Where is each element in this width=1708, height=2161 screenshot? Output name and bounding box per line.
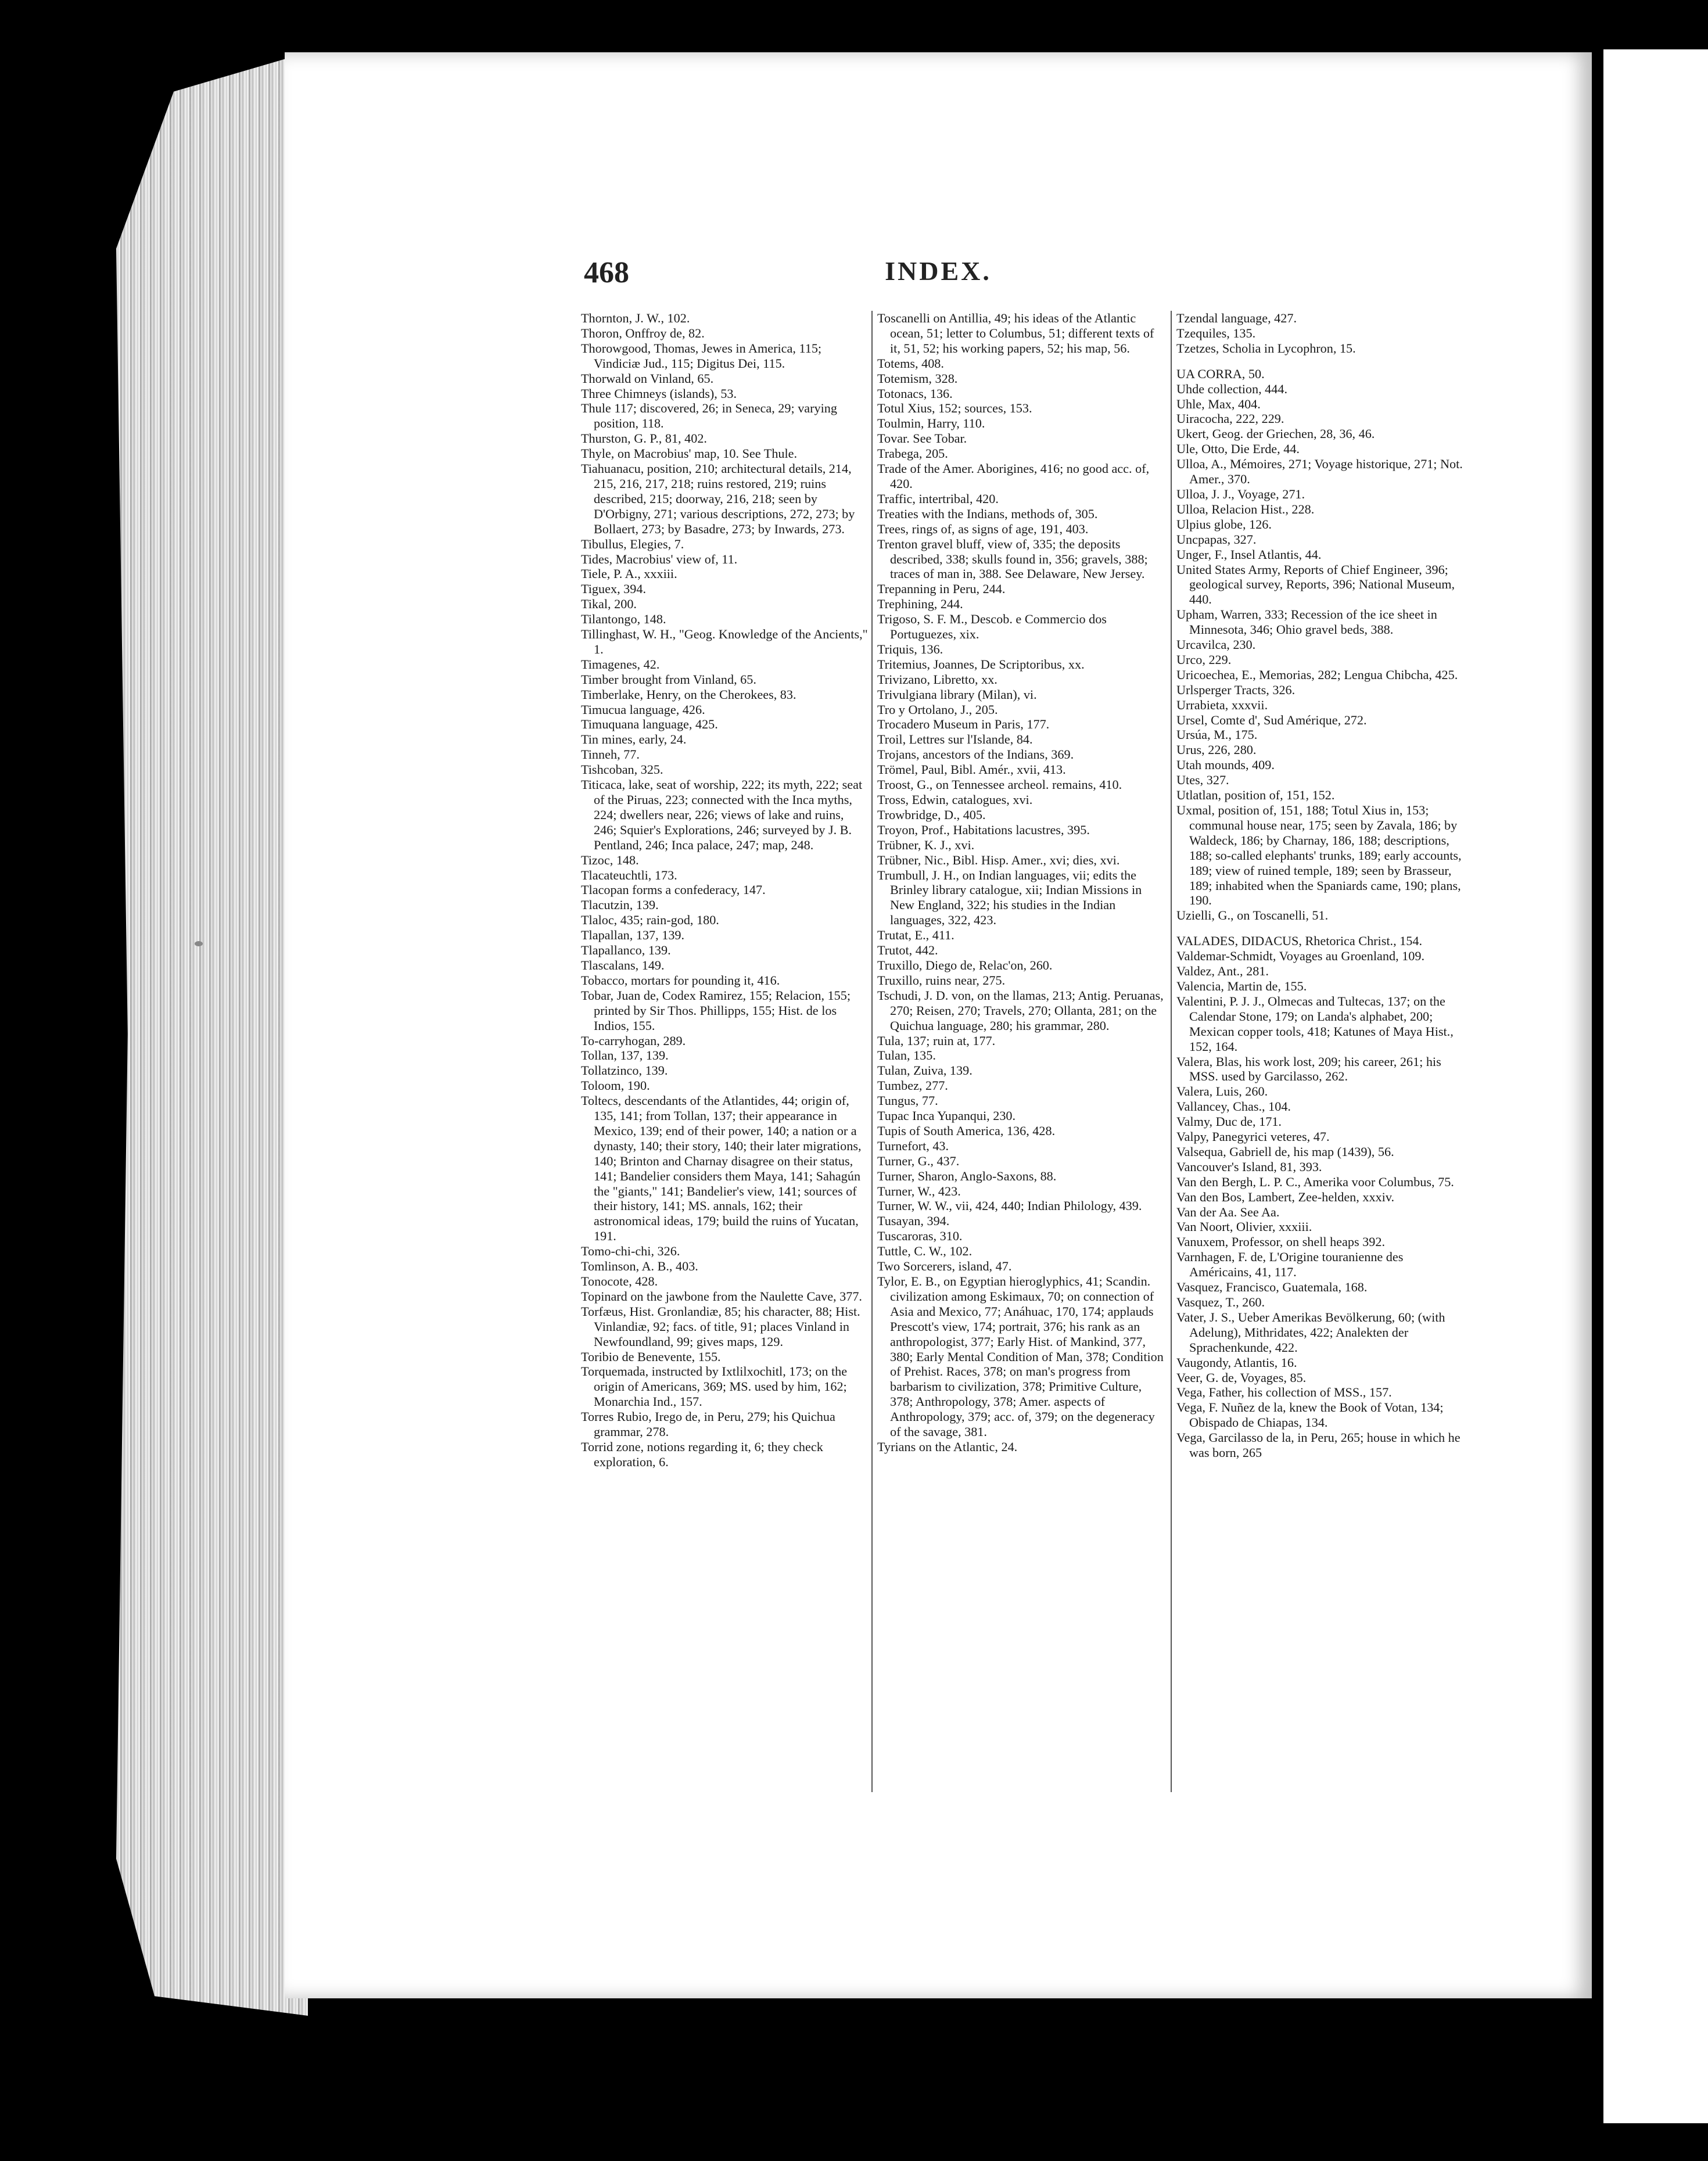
index-entry: Van den Bos, Lambert, Zee-helden, xxxiv. bbox=[1176, 1189, 1395, 1204]
index-entry: Uricoechea, E., Memorias, 282; Lengua Chibcha, 425. bbox=[1176, 667, 1458, 682]
index-entry: Urlsperger Tracts, 326. bbox=[1176, 682, 1296, 697]
index-entry: Trepanning in Peru, 244. bbox=[877, 581, 1006, 597]
index-entry: Toribio de Benevente, 155. bbox=[581, 1349, 721, 1364]
index-entry: Troost, G., on Tennessee archeol. remains, 410. bbox=[877, 777, 1122, 792]
book-page-edges bbox=[116, 52, 308, 2016]
index-entry: Torrid zone, notions regarding it, 6; they check exploration, 6. bbox=[581, 1439, 823, 1469]
index-entry: Three Chimneys (islands), 53. bbox=[581, 386, 737, 401]
index-entry: Titicaca, lake, seat of worship, 222; its myth, 222; seat of the Piruas, 223; connected with the Inca myths, 224; dwellers near, 226; views of lake and ruins, 246; Squier's Explorations, 246; surveyed by J. B. Pentland, 246; Inca palace, 247; map, 248. bbox=[581, 777, 863, 852]
index-entry: Tross, Edwin, catalogues, xvi. bbox=[877, 792, 1033, 807]
index-entry: Tonocote, 428. bbox=[581, 1274, 658, 1288]
column-divider bbox=[871, 311, 873, 1792]
index-entry: Tulan, 135. bbox=[877, 1048, 936, 1063]
index-entry: Triquis, 136. bbox=[877, 641, 943, 656]
index-entry: Toulmin, Harry, 110. bbox=[877, 416, 985, 431]
index-entry: VALADES, DIDACUS, Rhetorica Christ., 154. bbox=[1176, 934, 1422, 949]
index-entry: Tzetzes, Scholia in Lycophron, 15. bbox=[1176, 340, 1356, 356]
index-entry: Tlascalans, 149. bbox=[581, 957, 665, 972]
index-entry: Tzendal language, 427. bbox=[1176, 311, 1297, 325]
index-entry: Tulan, Zuiva, 139. bbox=[877, 1063, 973, 1078]
index-column-1 bbox=[581, 311, 869, 1804]
index-entry: Thule 117; discovered, 26; in Seneca, 29; varying position, 118. bbox=[581, 401, 837, 431]
index-entry: Tiahuanacu, position, 210; architectural details, 214, 215, 216, 217, 218; ruins restored, 219; ruins described, 215; doorway, 216, 218; seen by D'Orbigny, 271; various descriptions, 272, 273; by Bollaert, 273; by Basadre, 273; by Inwards, 273. bbox=[581, 461, 855, 536]
index-entry: Tobacco, mortars for pounding it, 416. bbox=[581, 972, 780, 988]
index-entry: Urcavilca, 230. bbox=[1176, 637, 1256, 652]
index-entry: Trivizano, Libretto, xx. bbox=[877, 672, 997, 687]
index-entry: Tzequiles, 135. bbox=[1176, 325, 1256, 340]
index-entry: Vasquez, Francisco, Guatemala, 168. bbox=[1176, 1280, 1368, 1295]
index-entry: Uzielli, G., on Toscanelli, 51. bbox=[1176, 908, 1329, 923]
index-entry: Tupis of South America, 136, 428. bbox=[877, 1123, 1056, 1138]
index-entry: Tula, 137; ruin at, 177. bbox=[877, 1033, 996, 1048]
page-number: 468 bbox=[584, 256, 629, 289]
index-entry: Tlapallan, 137, 139. bbox=[581, 928, 685, 943]
index-entry: Tollan, 137, 139. bbox=[581, 1048, 669, 1063]
index-entry: Trabega, 205. bbox=[877, 446, 948, 461]
index-entry: Timuquana language, 425. bbox=[581, 717, 718, 732]
index-entry: Vasquez, T., 260. bbox=[1176, 1295, 1265, 1309]
index-entry: Tides, Macrobius' view of, 11. bbox=[581, 551, 738, 566]
index-entry: Valdez, Ant., 281. bbox=[1176, 964, 1269, 979]
index-entry: Tupac Inca Yupanqui, 230. bbox=[877, 1108, 1016, 1123]
index-entry: Ulloa, J. J., Voyage, 271. bbox=[1176, 486, 1305, 501]
index-entry: Trojans, ancestors of the Indians, 369. bbox=[877, 747, 1074, 762]
index-column-2 bbox=[877, 311, 1165, 1804]
index-entry: Tro y Ortolano, J., 205. bbox=[877, 702, 998, 717]
index-entry: Valencia, Martin de, 155. bbox=[1176, 978, 1307, 993]
index-entry: Ursúa, M., 175. bbox=[1176, 727, 1258, 742]
index-entry: Tuscaroras, 310. bbox=[877, 1229, 963, 1244]
index-entry: Urco, 229. bbox=[1176, 652, 1232, 667]
index-entry: Ursel, Comte d', Sud Amérique, 272. bbox=[1176, 712, 1367, 727]
index-entry: Ulpius globe, 126. bbox=[1176, 516, 1272, 532]
index-entry: Turner, W., 423. bbox=[877, 1183, 961, 1198]
index-entry: Tuttle, C. W., 102. bbox=[877, 1244, 973, 1259]
index-entry: United States Army, Reports of Chief Engineer, 396; geological survey, Reports, 396; National Museum, 440. bbox=[1176, 562, 1455, 607]
index-entry: Tungus, 77. bbox=[877, 1093, 938, 1108]
index-entry: Tlaloc, 435; rain-god, 180. bbox=[581, 913, 719, 928]
index-entry: Tlacateuchtli, 173. bbox=[581, 867, 677, 882]
index-entry: Trömel, Paul, Bibl. Amér., xvii, 413. bbox=[877, 762, 1066, 777]
index-entry: Trutot, 442. bbox=[877, 943, 938, 958]
index-entry: Toscanelli on Antillia, 49; his ideas of the Atlantic ocean, 51; letter to Columbus, 51; different texts of it, 51, 52; his working papers, 52; his map, 56. bbox=[877, 311, 1154, 356]
index-entry: Tylor, E. B., on Egyptian hieroglyphics, 41; Scandin. civilization among Eskimaux, 70; on connection of Asia and Mexico, 77; Anáhuac, 170, 174; applauds Prescott's view, 174; portrait, 376; his rank as an anthropologist, 377; Early Hist. of Mankind, 377, 380; Early Mental Condition of Man, 378; Condition of Prehist. Races, 378; on man's progress from barbarism to civilization, 378; Primitive Culture, 378; Anthropology, 378; Amer. aspects of Anthropology, 379; acc. of, 379; on the degeneracy of the savage, 381. bbox=[877, 1274, 1164, 1440]
index-entry: Timberlake, Henry, on the Cherokees, 83. bbox=[581, 687, 796, 702]
index-entry: Trübner, K. J., xvi. bbox=[877, 837, 975, 852]
index-entry: Van den Bergh, L. P. C., Amerika voor Columbus, 75. bbox=[1176, 1174, 1454, 1189]
index-entry: Vanuxem, Professor, on shell heaps 392. bbox=[1176, 1234, 1385, 1250]
index-entry: Totul Xius, 152; sources, 153. bbox=[877, 401, 1032, 416]
index-entry: Valera, Blas, his work lost, 209; his career, 261; his MSS. used by Garcilasso, 262. bbox=[1176, 1054, 1441, 1084]
index-entry: Tillinghast, W. H., "Geog. Knowledge of the Ancients," 1. bbox=[581, 627, 868, 656]
index-entry: Trocadero Museum in Paris, 177. bbox=[877, 717, 1050, 732]
index-entry: Trade of the Amer. Aborigines, 416; no good acc. of, 420. bbox=[877, 461, 1150, 491]
index-entry: Tlapallanco, 139. bbox=[581, 943, 671, 958]
index-entry: Valdemar-Schmidt, Voyages au Groenland, 109. bbox=[1176, 949, 1424, 964]
index-entry: Trees, rings of, as signs of age, 191, 403. bbox=[877, 521, 1089, 536]
index-entry: Treaties with the Indians, methods of, 305. bbox=[877, 506, 1098, 521]
index-entry: Trivulgiana library (Milan), vi. bbox=[877, 687, 1037, 702]
index-entry: Tlacutzin, 139. bbox=[581, 898, 659, 913]
index-entry: Toloom, 190. bbox=[581, 1078, 650, 1093]
index-entry: Tizoc, 148. bbox=[581, 852, 639, 867]
index-entry: Varnhagen, F. de, L'Origine touranienne des Américains, 41, 117. bbox=[1176, 1250, 1404, 1280]
index-entry: Uhle, Max, 404. bbox=[1176, 396, 1261, 411]
index-entry: Trephining, 244. bbox=[877, 597, 963, 612]
index-entry: Thyle, on Macrobius' map, 10. See Thule. bbox=[581, 446, 798, 461]
index-entry: Tinneh, 77. bbox=[581, 747, 640, 762]
index-entry: Trutat, E., 411. bbox=[877, 928, 955, 943]
index-entry: Truxillo, Diego de, Relac'on, 260. bbox=[877, 957, 1053, 972]
index-entry: Thorwald on Vinland, 65. bbox=[581, 371, 714, 386]
index-entry: Turnefort, 43. bbox=[877, 1138, 949, 1153]
index-entry: Valentini, P. J. J., Olmecas and Tultecas, 137; on the Calendar Stone, 179; on Landa's alphabet, 200; Mexican copper tools, 418; Katunes of Maya Hist., 152, 164. bbox=[1176, 993, 1454, 1054]
index-entry: Valmy, Duc de, 171. bbox=[1176, 1114, 1282, 1129]
index-entry: Valera, Luis, 260. bbox=[1176, 1084, 1268, 1099]
index-entry: Turner, Sharon, Anglo-Saxons, 88. bbox=[877, 1168, 1057, 1183]
index-entry: Trowbridge, D., 405. bbox=[877, 807, 986, 822]
dust-speck bbox=[195, 941, 203, 946]
index-entry: Upham, Warren, 333; Recession of the ice sheet in Minnesota, 346; Ohio gravel beds, 388. bbox=[1176, 607, 1437, 637]
index-entry: Utlatlan, position of, 151, 152. bbox=[1176, 788, 1335, 803]
index-entry: Tobar, Juan de, Codex Ramirez, 155; Relacion, 155; printed by Sir Thos. Phillipps, 155; Hist. de los Indios, 155. bbox=[581, 988, 851, 1033]
index-entry: Tovar. See Tobar. bbox=[877, 431, 967, 446]
index-entry: Vega, Garcilasso de la, in Peru, 265; house in which he was born, 265 bbox=[1176, 1430, 1461, 1460]
index-entry: Tomlinson, A. B., 403. bbox=[581, 1259, 698, 1274]
index-entry: Totems, 408. bbox=[877, 356, 944, 371]
index-entry: Two Sorcerers, island, 47. bbox=[877, 1259, 1012, 1274]
index-entry: Tyrians on the Atlantic, 24. bbox=[877, 1439, 1018, 1454]
index-entry: Vega, Father, his collection of MSS., 157. bbox=[1176, 1385, 1392, 1400]
index-entry: Totonacs, 136. bbox=[877, 386, 953, 401]
facing-page-edge bbox=[1603, 49, 1708, 2123]
index-entry: Utah mounds, 409. bbox=[1176, 758, 1275, 773]
index-entry: Totemism, 328. bbox=[877, 371, 958, 386]
index-entry: Tiguex, 394. bbox=[581, 581, 646, 597]
index-entry: Torres Rubio, Irego de, in Peru, 279; his Quichua grammar, 278. bbox=[581, 1409, 835, 1440]
index-entry: Toltecs, descendants of the Atlantides, 44; origin of, 135, 141; from Tollan, 137; their appearance in Mexico, 139; end of their power, 140; a nation or a dynasty, 140; their story, 140; their later migrations, 140; Brinton and Charnay disagree on their status, 141; Bandelier considers them Maya, 141; Sahagún the "giants," 141; Bandelier's view, 141; sources of their history, 141; MS. annals, 162; their astronomical ideas, 179; build the ruins of Yucatan, 191. bbox=[581, 1093, 862, 1244]
index-entry: Trumbull, J. H., on Indian languages, vii; edits the Brinley library catalogue, xii; Indian Missions in New England, 322; his studies in the Indian languages, 322, 423. bbox=[877, 867, 1142, 928]
page-header bbox=[285, 256, 1592, 296]
running-title: INDEX. bbox=[885, 256, 992, 286]
index-entry: Ulloa, Relacion Hist., 228. bbox=[1176, 501, 1315, 516]
index-entry: Veer, G. de, Voyages, 85. bbox=[1176, 1370, 1307, 1385]
index-entry: Torfæus, Hist. Gronlandiæ, 85; his character, 88; Hist. Vinlandiæ, 92; facs. of title, 91; places Vinland in Newfoundland, 99; gives maps, 129. bbox=[581, 1304, 860, 1349]
index-entry: Trübner, Nic., Bibl. Hisp. Amer., xvi; dies, xvi. bbox=[877, 852, 1120, 867]
index-entry: Turner, W. W., vii, 424, 440; Indian Philology, 439. bbox=[877, 1198, 1142, 1214]
index-entry: Tusayan, 394. bbox=[877, 1214, 950, 1229]
index-entry: Uxmal, position of, 151, 188; Totul Xius in, 153; communal house near, 175; seen by Zavala, 186; by Waldeck, 186; by Charnay, 186, 188; descriptions, 188; so-called elephants' trunks, 189; early accounts, 189; view of ruined temple, 189; seen by Brasseur, 189; inhabited when the Spaniards came, 190; plans, 190. bbox=[1176, 803, 1462, 908]
index-entry: Uhde collection, 444. bbox=[1176, 381, 1288, 396]
index-entry: Ule, Otto, Die Erde, 44. bbox=[1176, 441, 1300, 457]
index-entry: Trenton gravel bluff, view of, 335; the deposits described, 338; skulls found in, 356; gravels, 388; traces of man in, 388. See Delaware, New Jersey. bbox=[877, 536, 1148, 581]
book-page bbox=[285, 52, 1592, 1998]
index-entry: Tilantongo, 148. bbox=[581, 612, 666, 627]
index-entry: Topinard on the jawbone from the Naulette Cave, 377. bbox=[581, 1288, 862, 1304]
index-entry: Tritemius, Joannes, De Scriptoribus, xx. bbox=[877, 656, 1085, 672]
index-entry: Turner, G., 437. bbox=[877, 1153, 960, 1168]
index-entry: Thurston, G. P., 81, 402. bbox=[581, 431, 707, 446]
index-entry: Tiele, P. A., xxxiii. bbox=[581, 566, 677, 581]
index-entry: Utes, 327. bbox=[1176, 773, 1229, 788]
index-entry: Uiracocha, 222, 229. bbox=[1176, 411, 1284, 426]
index-entry: Tlacopan forms a confederacy, 147. bbox=[581, 882, 766, 898]
index-entry: Valpy, Panegyrici veteres, 47. bbox=[1176, 1129, 1330, 1144]
index-entry: Urus, 226, 280. bbox=[1176, 742, 1257, 758]
index-entry: Ukert, Geog. der Griechen, 28, 36, 46. bbox=[1176, 426, 1375, 441]
index-entry: Tollatzinco, 139. bbox=[581, 1063, 668, 1078]
index-entry: Tumbez, 277. bbox=[877, 1078, 948, 1093]
index-entry: Ulloa, A., Mémoires, 271; Voyage historique, 271; Not. Amer., 370. bbox=[1176, 457, 1463, 487]
index-entry: Tishcoban, 325. bbox=[581, 762, 663, 777]
index-entry: Troyon, Prof., Habitations lacustres, 395. bbox=[877, 822, 1090, 837]
index-entry: Tibullus, Elegies, 7. bbox=[581, 536, 684, 551]
index-entry: Unger, F., Insel Atlantis, 44. bbox=[1176, 547, 1322, 562]
index-entry: Timber brought from Vinland, 65. bbox=[581, 672, 756, 687]
index-entry: Valsequa, Gabriell de, his map (1439), 56. bbox=[1176, 1144, 1394, 1159]
index-entry: Van Noort, Olivier, xxxiii. bbox=[1176, 1219, 1312, 1234]
index-entry: Thoron, Onffroy de, 82. bbox=[581, 325, 705, 340]
index-entry: Trigoso, S. F. M., Descob. e Commercio dos Portuguezes, xix. bbox=[877, 612, 1107, 642]
index-entry: To-carryhogan, 289. bbox=[581, 1033, 686, 1048]
index-entry: Thornton, J. W., 102. bbox=[581, 311, 690, 325]
index-entry: Truxillo, ruins near, 275. bbox=[877, 972, 1006, 988]
index-entry: Timagenes, 42. bbox=[581, 656, 660, 672]
index-column-3 bbox=[1176, 311, 1464, 1804]
index-entry: Vaugondy, Atlantis, 16. bbox=[1176, 1355, 1297, 1370]
index-entry: Torquemada, instructed by Ixtlilxochitl, 173; on the origin of Americans, 369; MS. used by him, 162; Monarchia Ind., 157. bbox=[581, 1364, 848, 1409]
index-entry: UA CORRA, 50. bbox=[1176, 366, 1265, 381]
index-entry: Urrabieta, xxxvii. bbox=[1176, 697, 1268, 712]
index-entry: Van der Aa. See Aa. bbox=[1176, 1204, 1280, 1219]
index-entry: Thorowgood, Thomas, Jewes in America, 115; Vindiciæ Jud., 115; Digitus Dei, 115. bbox=[581, 340, 822, 371]
index-entry: Tikal, 200. bbox=[581, 597, 637, 612]
index-entry: Uncpapas, 327. bbox=[1176, 532, 1257, 547]
index-entry: Vancouver's Island, 81, 393. bbox=[1176, 1159, 1322, 1174]
index-entry: Vater, J. S., Ueber Amerikas Bevölkerung, 60; (with Adelung), Mithridates, 422; Analekten der Sprachenkunde, 422. bbox=[1176, 1309, 1445, 1355]
index-entry: Tomo-chi-chi, 326. bbox=[581, 1244, 680, 1259]
index-entry: Tschudi, J. D. von, on the llamas, 213; Antig. Peruanas, 270; Reisen, 270; Travels, 270; Ollanta, 281; on the Quichua language, 280; his grammar, 280. bbox=[877, 988, 1164, 1033]
index-entry: Timucua language, 426. bbox=[581, 702, 705, 717]
index-entry: Vallancey, Chas., 104. bbox=[1176, 1099, 1291, 1114]
column-divider bbox=[1171, 311, 1172, 1792]
index-entry: Vega, F. Nuñez de la, knew the Book of Votan, 134; Obispado de Chiapas, 134. bbox=[1176, 1400, 1444, 1430]
index-entry: Tin mines, early, 24. bbox=[581, 732, 687, 747]
index-entry: Traffic, intertribal, 420. bbox=[877, 491, 999, 506]
index-entry: Troil, Lettres sur l'Islande, 84. bbox=[877, 732, 1033, 747]
